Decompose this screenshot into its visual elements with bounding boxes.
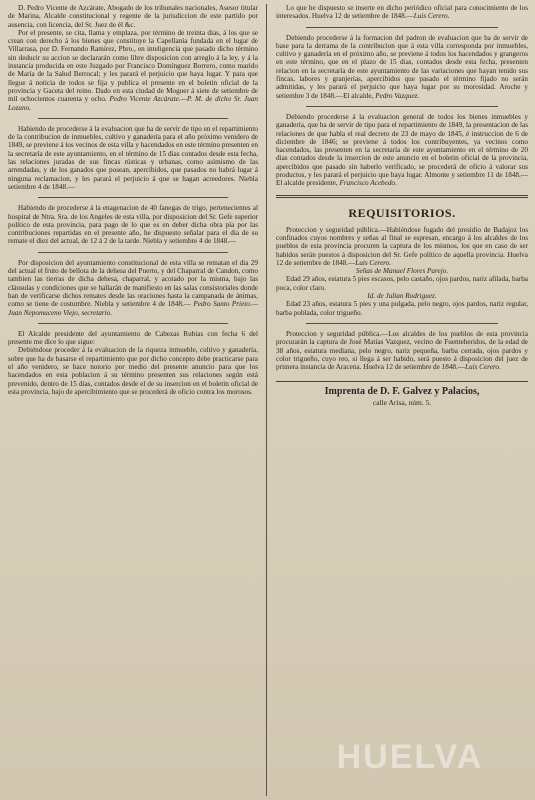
notice-body-text: Debiendo procederse á la evaluacion general de todos los bienes inmuebles y ganadería, que ha de servir de tipo para el repartimiento de 1849, la presentacion de las relaciones de que habla el real decreto de 23 de mayo de 1845, é instruccion de 6 de diciembre de 1846; se previene á todos los contribuyentes, ya vecinos como hacendados, las presenten en la secretaría de este ayuntamiento en el término de 20 dias contados desde la insercion de este anuncio en el boletin oficial de la provincia, apercibidos que pasado sin haberlo verificado, se procederá de oficio á valorar sus productos, y les parará el perjuicio que haya lugar. Almonte y setiembre 11 de 1848.—El alcalde presidente, Francisco Acebedo. xyxy=(276,112,528,188)
section-rule xyxy=(276,195,528,198)
notice-almonte xyxy=(276,113,528,188)
notice-captura-vazquez xyxy=(276,330,528,371)
notice-enagenacion-trigo xyxy=(8,204,258,245)
archive-watermark: HUELVA xyxy=(336,738,484,776)
notice-body-text: Debiéndose proceder á la evaluacion de la riqueza inmueble, cultivo y ganadería, sobre que ha de basarse el repartimiento que por dicho concepto debe practicarse para el año venidero, se hace notorio por medio del presente anuncio para que los hacendados en esta poblacion á su término presenten sus relaciones según está prevenido, dentro de 15 dias, contados desde el de su insercion en el boletin oficial de esta provincia, bajo de apercibimiento que se procederá de oficio contra los morosos. xyxy=(8,346,258,396)
notice-aroche xyxy=(276,34,528,100)
separator xyxy=(306,106,498,107)
printer-imprint: Imprenta de D. F. Galvez y Palacios, xyxy=(276,381,528,398)
description-title: Id. de Julian Rodriguez. xyxy=(367,292,437,301)
printer-address: calle Arisa, núm. 5. xyxy=(372,398,432,408)
notice-body-text: El Alcalde presidente del ayuntamiento de Cabezas Rubias con fecha 6 del presente me dice lo que sigue: xyxy=(8,329,258,347)
notice-body-text: Habiendo de procederse á la enagenacion de 40 fanegas de trigo, pertenecientes al hospital de Ntra. Sra. de los Angeles de esta villa, por disposicion del Sr. Gefe superior político de esta provincia, para pago de lo que es en deber dicha obra pía por las contribuciones repartidas en el presente año, he dispuesto señalar para el dia de su remate el diez del actual, de 12 á 2 de la tarde. Niebla y setiembre 4 de 1848.— xyxy=(8,204,258,246)
separator xyxy=(38,118,228,119)
notice-azcarate xyxy=(8,4,258,112)
notice-body-text: Debiendo procederse á la formacion del padron de evaluacion que ha de servir de base para la derrama de la contribucion que á esta villa corresponda por inmuebles, cultivo y ganadería en el próximo año, se previene á todos los hacendados y grangeros en este término, que en el plazo de 15 dias, contados desde esta fecha, presenten relacion en la secretaría de este ayuntamiento de las variaciones que hayan tenido sus fincas, labores y granjerías, apercibidos que pasado el término fijado no serán admitidas, y les parará el perjuicio que haya lugar por su morosidad. Aroche y setiembre 3 de 1848.—El alcalde, Pedro Vazquez. xyxy=(276,33,528,100)
signature: Luis Cerero. xyxy=(413,12,450,21)
notice-body-text: Proteccion y seguridad pública.—Los alcaldes de los pueblos de esta provincia procurarán la captura de José Matías Vazquez, vecino de Fuenteheridos, de la edad de 38 años, estatura mediana, pelo negro, nariz pequeña, barba cerrada, ojos pardos y color trigueño, cuyo reo, si llega á ser habido, será puesto á disposicion del juez de primera instancia de Aracena. Huelva 12 de setiembre de 1848.—Luis Cerero. xyxy=(276,329,528,372)
separator xyxy=(38,252,228,253)
notice-heading-text: D. Pedro Vicente de Azcárate, Abogado de los tribunales nacionales, Asesor titular de Marina, Alcalde constitucional y regente de la jurisdiccion de este partido por ausencia, con licencia, del Sr. Juez de él &c. xyxy=(8,4,258,29)
left-column xyxy=(8,4,258,796)
notice-continuation xyxy=(276,4,528,21)
column-divider xyxy=(266,4,267,796)
description-text: Edad 23 años, estatura 5 pies y una pulgada, pelo negro, ojos pardos, nariz regular, barba poblada, color trigueño. xyxy=(276,300,528,317)
separator xyxy=(306,323,498,324)
notice-body-text: Habiendo de procederse á la evaluacion que ha de servir de tipo en el repartimiento de la contribucion de inmuebles, cultivo y ganadería para el año próximo venidero de 1849, se previene á los vecinos de esta villa y hacendados en este término presenten en la secretaría de este ayuntamiento, en el término de 15 dias contados desde esta fecha, las relaciones juradas de sus fincas rústicas y urbanas, como asimismo de las arrendadas, y de los ganados que posean, apercibidos, que pasados no habrá lugar á ninguna reclamacion, y les parará el perjuicio á que se hagan acreedores. Niebla setiembre 4 de 1848.— xyxy=(8,124,258,191)
notice-body-text: Por disposicion del ayuntamiento constitucional de esta villa se rematan el dia 29 del actual el fruto de bellota de la dehesa del Puerto, y del Chaparral de Candon, como tambien las tierras de dicha dehesa, chaparral, y acotado por la misma, bajo las cláusulas y condiciones que se hallarán de manifiesto en las salas consistoriales donde han de verificarse dichos remates desde las oraciones hasta la campanada de ánimas, como se tiene de costumbre. Niebla y setiembre 4 de 1848.— Pedro Santo Prieto.—Juan Nepomuceno Viejo, secretario. xyxy=(8,258,259,317)
notice-body-text: Lo que he dispuesto se inserte en dicho periódico oficial para conocimiento de los interesados. Huelva 12 de setiembre de 1848.—Luis Cerero. xyxy=(276,4,528,21)
right-column xyxy=(276,4,528,796)
separator xyxy=(38,323,228,324)
notice-remate-bellota xyxy=(8,259,258,317)
signature: Pedro Santo Prieto.—Juan Nepomuceno Viejo, secretario. xyxy=(8,300,259,317)
signature: Francisco Acebedo. xyxy=(339,179,397,188)
notice-body-text: Proteccion y seguridad pública.—Habiéndose fugado del presidio de Badajoz los confinados cuyos nombres y señas al final se espresan, encargo á los alcaldes de los pueblos de esta provincia procuren la captura de los mismos, los que en caso de ser habidos serán puestos á disposicion del Sr. Gefe político de aquella provincia. Huelva 12 de setiembre de 1848.—Luis Cerero. xyxy=(276,225,528,267)
signature: Pedro Vicente Azcárate.—P. M. de dicho Sr. Juan Lozano. xyxy=(8,95,258,112)
signature: Luis Cerero. xyxy=(355,258,392,267)
notice-body-text: Por el presente, se cita, llama y emplaza, por término de treinta dias, á los que se crean con derecho á los bienes que constituye la Capellanía fundada en el lugar de Villarrasa, por D. Fernando Ramírez, Pbro., en inteligencia que pasado dicho término sin deducir su accion se declararán como libre disposicion con arreglo á la ley, y á la instancia producida en este Juzgado por Francisco Domínguez Borrero, como marido de María de la Salud Berrocal; y les parará el perjuicio que haya lugar. Y para que llegue á noticia de todos se fija y publica el presente en el boletin oficial de la provincia y Gaceta del reino. Dado en esta ciudad de Moguer á siete de setiembre de mil ochocientos cuarenta y ocho. Pedro Vicente Azcárate.—P. M. de dicho Sr. Juan Lozano. xyxy=(8,28,258,112)
separator xyxy=(38,197,228,198)
notice-evaluacion-niebla xyxy=(8,125,258,191)
signature: Pedro Vazquez. xyxy=(375,91,420,100)
signature: Luis Cerero. xyxy=(465,363,501,372)
notice-fuga-badajoz xyxy=(276,226,528,317)
section-heading-requisitorios: REQUISITORIOS. xyxy=(348,205,456,220)
notice-cabezas-rubias xyxy=(8,330,258,396)
description-text: Edad 29 años, estatura 5 pies escasos, pelo castaño, ojos pardos, nariz afilada, barba poca, color claro. xyxy=(276,275,528,292)
separator xyxy=(306,27,498,28)
description-title: Señas de Manuel Flores Parejo. xyxy=(355,267,449,276)
